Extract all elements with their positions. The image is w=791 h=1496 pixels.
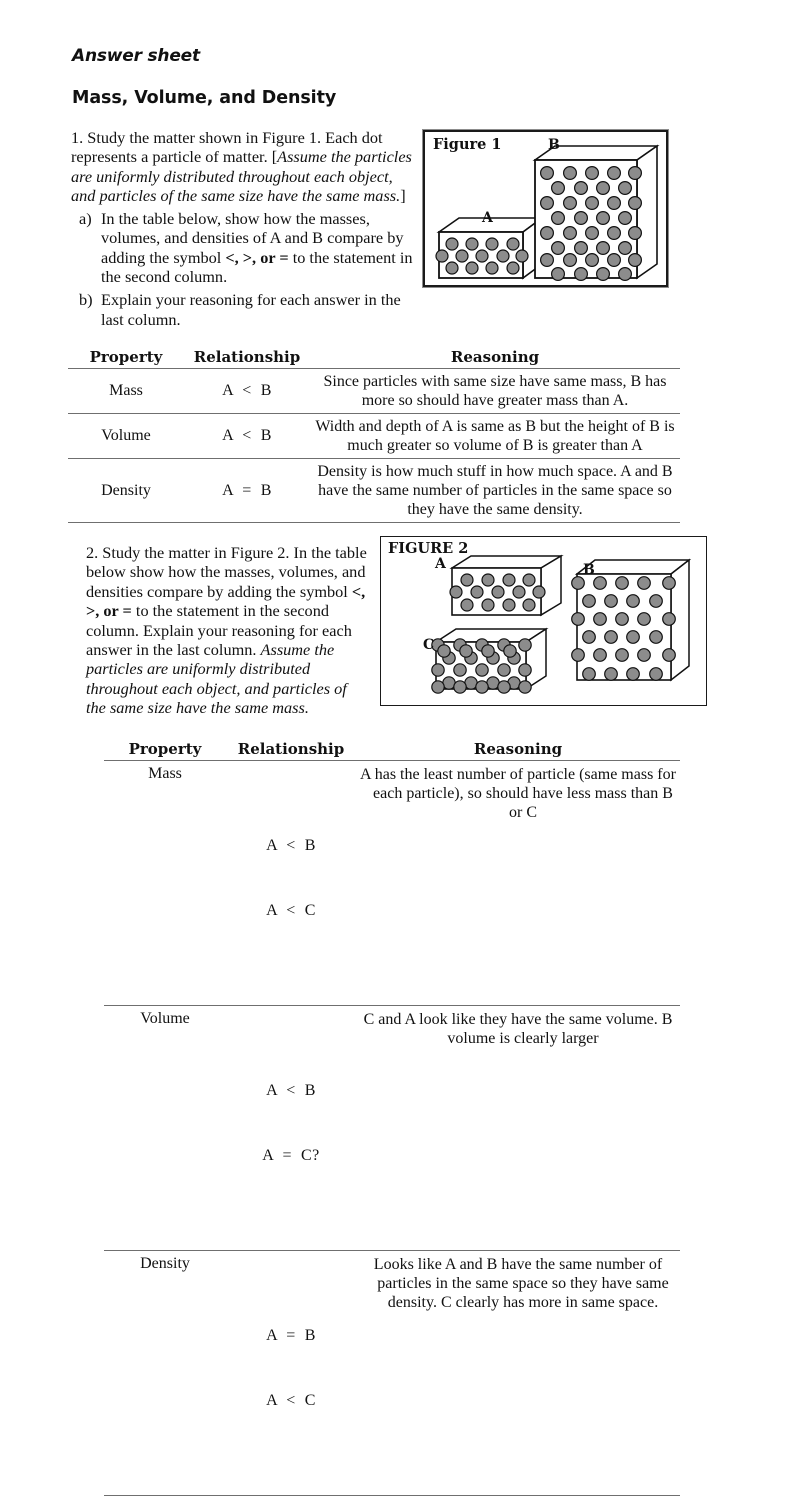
table-1-header-reasoning: Reasoning — [450, 348, 540, 366]
figure-2 — [380, 536, 707, 706]
relationship-stack — [230, 1291, 352, 1457]
question-1-block — [71, 128, 416, 333]
figure-1-drawing — [425, 132, 666, 285]
table-1-row-1-reasoning: Width and depth of A is same as B but the height of B is much greater so volume of B is greater than A — [310, 414, 680, 459]
table-1-row-2-property: Density — [68, 459, 184, 523]
figure-1 — [423, 130, 668, 287]
relationship-stack — [230, 1046, 352, 1212]
table-2-row-2-relationship-2: A < C — [266, 1392, 316, 1409]
figure-1-box-a — [436, 218, 542, 278]
table-2-header-relationship: Relationship — [237, 740, 345, 758]
table-1-header-property: Property — [89, 348, 163, 366]
table-2-row-0-reasoning — [356, 761, 680, 1006]
figure-1-box-a-letter: A — [482, 210, 493, 226]
item-a-text-2: to the statement in the second column. — [101, 247, 413, 287]
figure-2-box-a — [450, 556, 561, 615]
table-row — [104, 1006, 680, 1251]
figure-2-box-b-letter: B — [583, 562, 595, 578]
q2-plain-1: 2. Study the matter in Figure 2. In the table below show how the masses, volumes, and densities compare by adding the symbol — [86, 543, 367, 601]
q1-intro-plain-2: ] — [400, 185, 406, 205]
figure-2-drawing — [381, 537, 704, 703]
table-2-row-1-relationship — [226, 1006, 356, 1251]
figure-2-box-b — [572, 560, 689, 680]
table-2-row-0-relationship — [226, 761, 356, 1006]
figure-2-box-c — [432, 629, 546, 693]
figure-1-box-b-letter: B — [548, 137, 560, 153]
q1-intro-plain-1: 1. Study the matter shown in Figure 1. Each dot represents a particle of matter. [ — [71, 128, 383, 167]
q1-intro-italic: Assume the particles are uniformly distributed throughout each object, and particles of the same size have the same mass. — [71, 147, 412, 205]
table-2-row-1-relationship-1: A < B — [266, 1082, 316, 1099]
table-2-header-reasoning: Reasoning — [473, 740, 563, 758]
table-2-header-property: Property — [128, 740, 202, 758]
item-a-marker: a) — [79, 209, 92, 229]
reason-text: C and A look like they have the same volume. B volume is clearly larger — [363, 1011, 673, 1047]
table-2-row-1-reasoning — [356, 1006, 680, 1251]
table-1-row-1-property: Volume — [68, 414, 184, 459]
q2-symbols: <, >, or = — [86, 581, 366, 621]
question-1-sublist — [71, 209, 416, 329]
q2-plain-2: to the statement in the second column. Explain your reasoning for each answer in the last column. — [86, 601, 352, 660]
figure-2-label: FIGURE 2 — [388, 540, 469, 557]
page-title: Mass, Volume, and Density — [72, 88, 337, 108]
table-2-row-1-relationship-2: A = C? — [262, 1147, 320, 1164]
table-2-row-2-relationship-1: A = B — [266, 1327, 316, 1344]
question-2-text — [68, 543, 368, 718]
table-row — [104, 1251, 680, 1496]
question-2-block — [68, 543, 368, 718]
figure-1-box-b — [535, 146, 657, 280]
item-b-marker: b) — [79, 290, 93, 310]
item-a-text-1: In the table below, show how the masses, volumes, and densities of A and B compare by adding the symbol — [101, 209, 404, 267]
table-2-row-1-property: Volume — [104, 1006, 226, 1251]
question-1-intro — [71, 128, 416, 205]
table-2-row-2-reasoning — [356, 1251, 680, 1496]
table-2-header-row — [104, 740, 680, 761]
table-row — [68, 459, 680, 523]
table-2-row-2-relationship — [226, 1251, 356, 1496]
table-1-row-0-reasoning: Since particles with same size have same mass, B has more so should have greater mass than A. — [310, 369, 680, 414]
figure-2-box-c-letter: C — [423, 637, 435, 653]
table-row — [104, 761, 680, 1006]
q2-italic: Assume the particles are uniformly distributed throughout each object, and particles of the same size have the same mass. — [86, 640, 347, 718]
table-1-row-2-reasoning: Density is how much stuff in how much space. A and B have the same number of particles in the same space so they have the same density. — [310, 459, 680, 523]
relationship-stack — [230, 801, 352, 967]
table-1-header-relationship: Relationship — [193, 348, 301, 366]
table-2-row-2-property: Density — [104, 1251, 226, 1496]
figure-2-box-a-letter: A — [435, 556, 446, 572]
reason-text: A has the least number of particle (same mass for each particle), so should have less mass than B or C — [360, 766, 676, 821]
item-b-text-1: Explain your reasoning for each answer in the last column. — [101, 290, 401, 329]
table-2-row-0-property: Mass — [104, 761, 226, 1006]
table-1-row-0-relationship: A < B — [184, 369, 310, 414]
table-row — [68, 414, 680, 459]
table-1-row-2-relationship: A = B — [184, 459, 310, 523]
answer-sheet-label: Answer sheet — [72, 46, 200, 66]
table-row — [68, 369, 680, 414]
question-1-item-b — [71, 290, 416, 329]
table-1-header-row — [68, 348, 680, 369]
table-2-row-0-relationship-1: A < B — [266, 837, 316, 854]
figure-1-label: Figure 1 — [433, 136, 502, 153]
table-figure-2-comparison — [104, 740, 680, 1496]
table-figure-1-comparison — [68, 348, 680, 523]
table-1-row-1-relationship: A < B — [184, 414, 310, 459]
table-1-row-0-property: Mass — [68, 369, 184, 414]
reason-text: Looks like A and B have the same number of particles in the same space so they have same density. C clearly has more in same space. — [373, 1256, 669, 1311]
question-1-item-a — [71, 209, 416, 286]
item-a-symbols: <, >, or = — [225, 247, 289, 267]
table-2-row-0-relationship-2: A < C — [266, 902, 316, 919]
